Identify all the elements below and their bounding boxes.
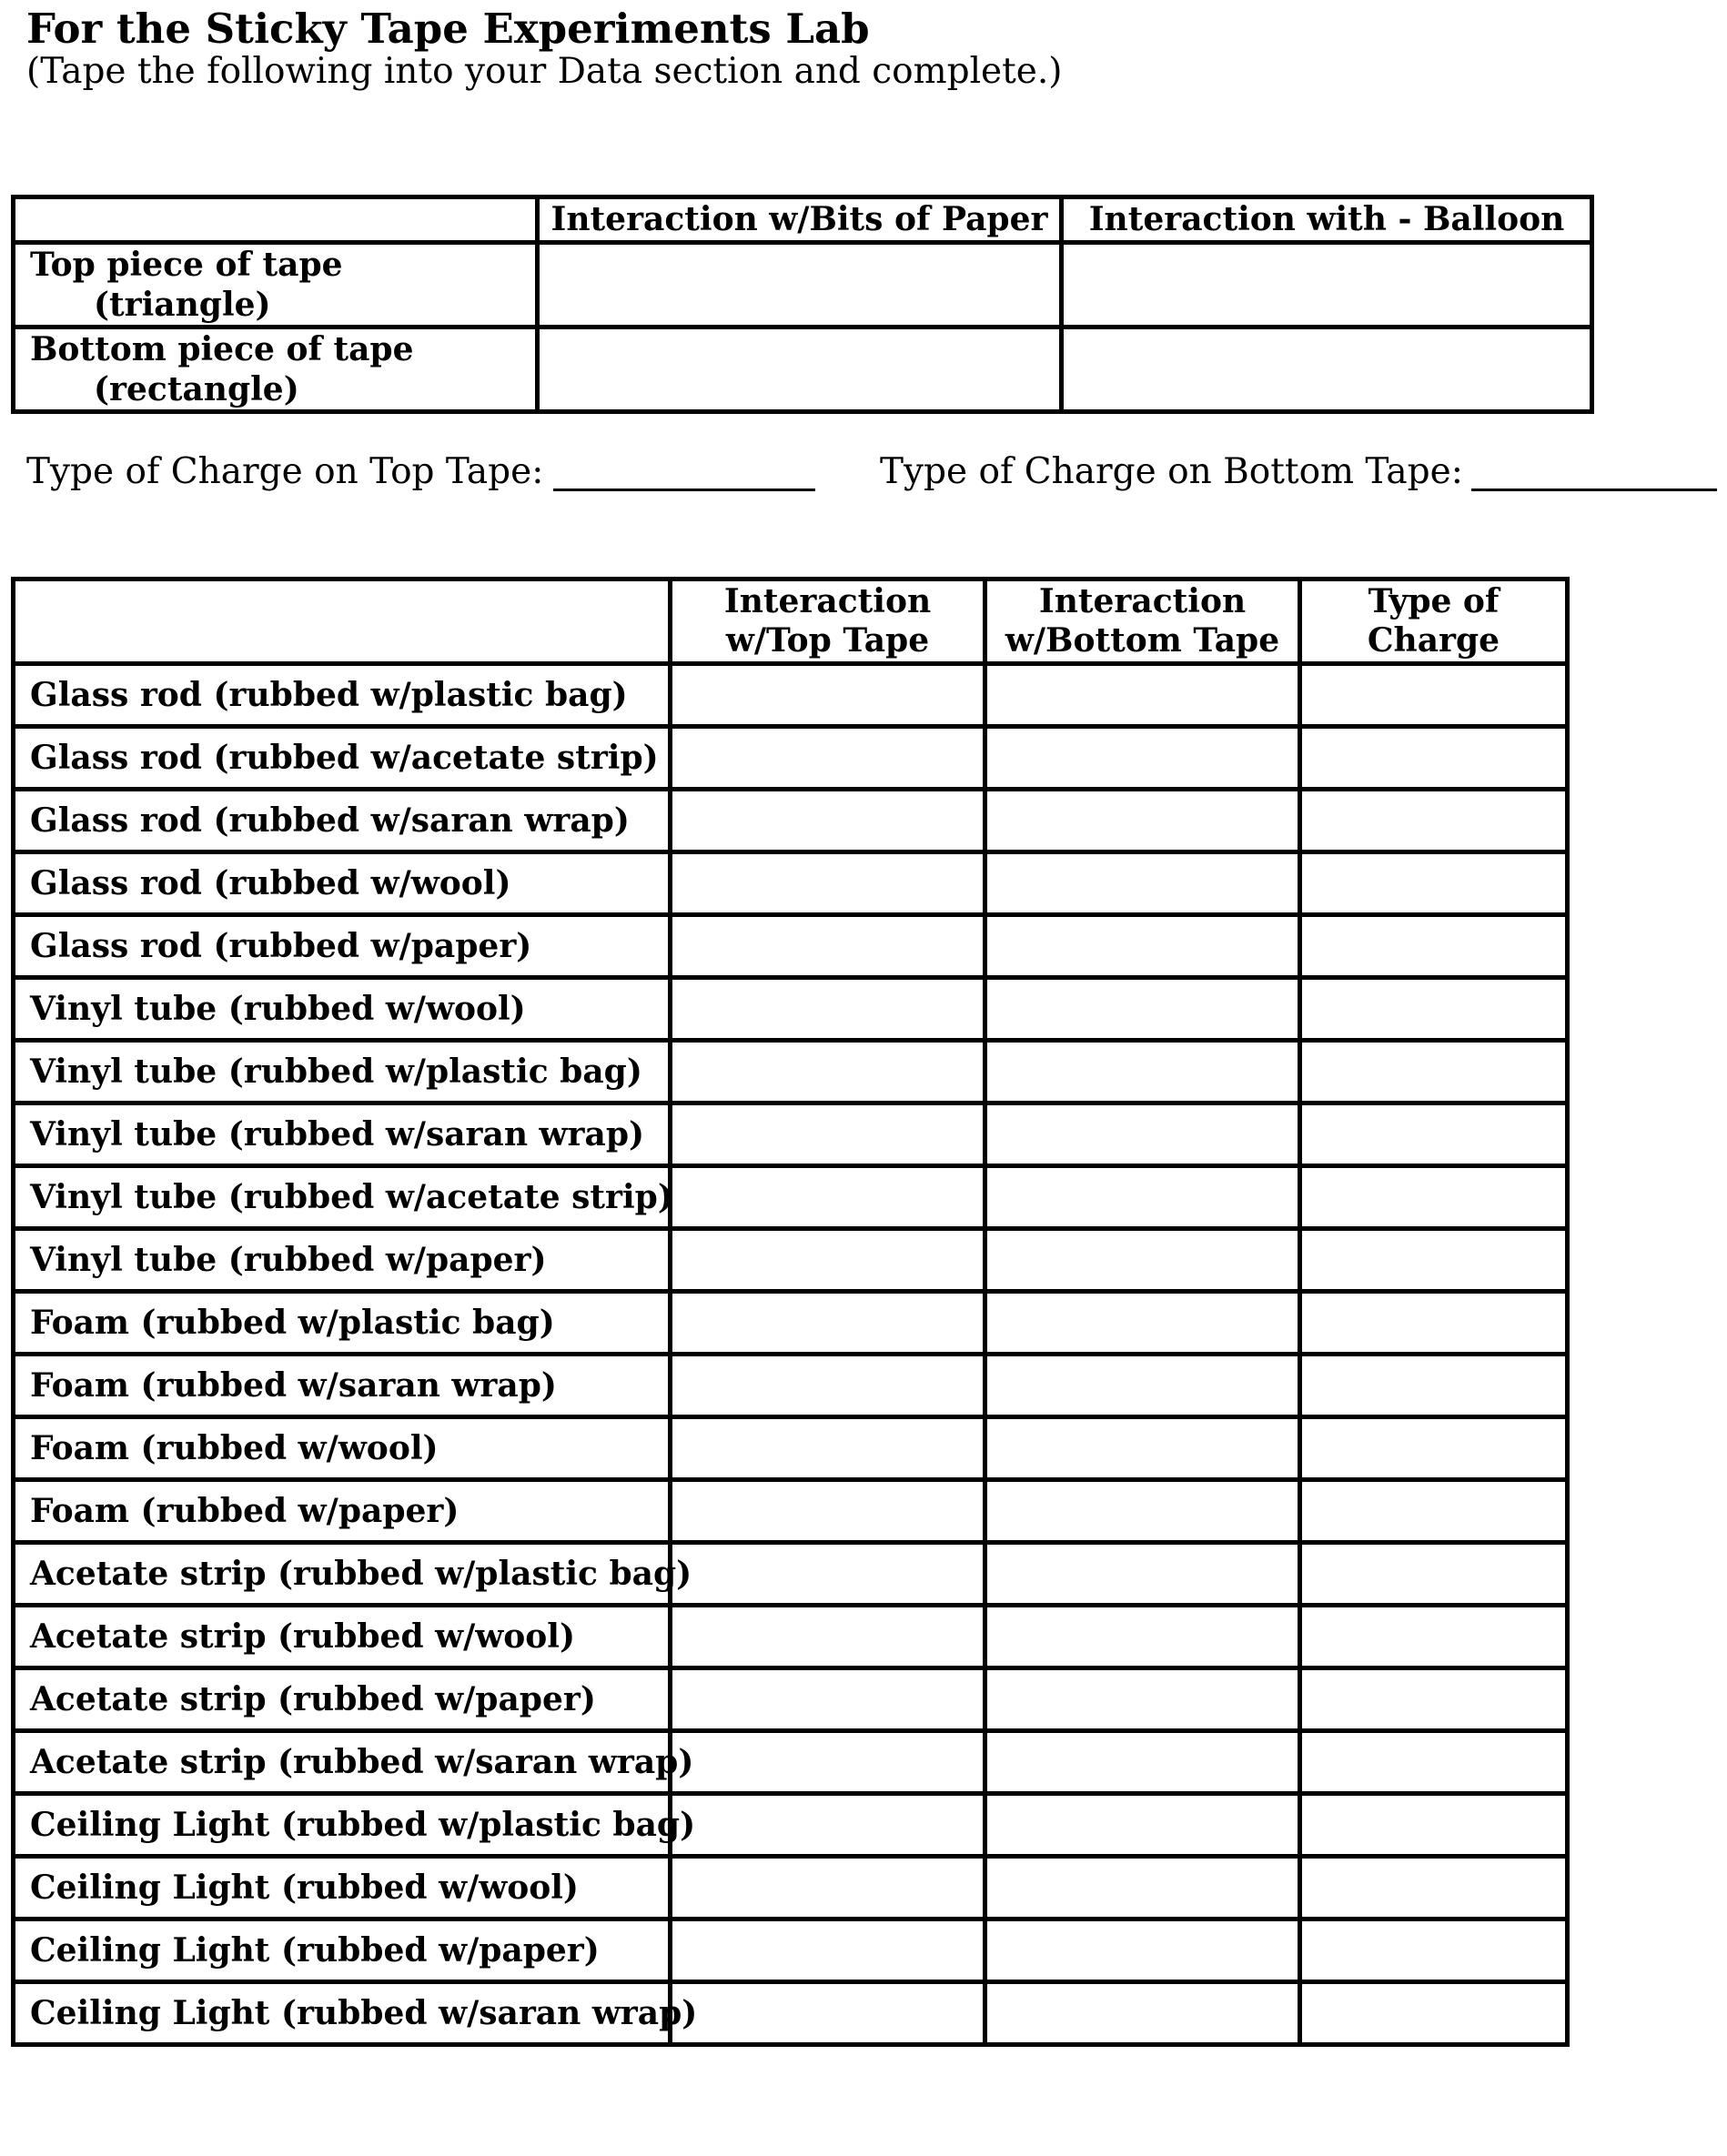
bottom-tape-cell[interactable] [985,1606,1300,1668]
table-row [14,1731,1568,1794]
material-label: Acetate strip (rubbed w/wool) [14,1606,671,1668]
charge-cell[interactable] [1300,1355,1568,1417]
bottom-tape-cell[interactable] [985,852,1300,915]
charge-cell[interactable] [1300,1041,1568,1103]
charge-cell[interactable] [1300,1229,1568,1292]
header-line1: Type of [1368,582,1500,620]
bottom-tape-cell[interactable] [985,1103,1300,1166]
bottom-tape-cell[interactable] [985,727,1300,790]
bottom-tape-cell[interactable] [985,1731,1300,1794]
charge-cell[interactable] [1300,1731,1568,1794]
charge-cell[interactable] [1300,852,1568,915]
material-label: Glass rod (rubbed w/acetate strip) [14,727,671,790]
table-header-row [14,579,1568,664]
material-label: Vinyl tube (rubbed w/wool) [14,978,671,1041]
table-row [14,327,1592,412]
header-line2: w/Top Tape [725,621,930,660]
top-tape-cell[interactable] [671,1731,985,1794]
bottom-tape-cell[interactable] [985,790,1300,852]
header-blank-cell [14,579,671,664]
header-line2: Charge [1367,621,1500,660]
bottom-tape-cell[interactable] [985,1543,1300,1606]
instructions-text: (Tape the following into your Data section and complete.) [26,51,1063,92]
table-row [14,852,1568,915]
header-blank-cell [14,197,538,243]
top-tape-cell[interactable] [671,1103,985,1166]
charge-cell[interactable] [1300,790,1568,852]
table-row [14,727,1568,790]
material-label: Vinyl tube (rubbed w/acetate strip) [14,1166,671,1229]
charge-cell[interactable] [1300,1480,1568,1543]
top-tape-cell[interactable] [671,790,985,852]
material-label: Acetate strip (rubbed w/plastic bag) [14,1543,671,1606]
top-tape-cell[interactable] [671,1166,985,1229]
tape-interaction-table [11,195,1594,414]
top-tape-cell[interactable] [671,1041,985,1103]
table-row [14,1606,1568,1668]
table-row [14,1229,1568,1292]
bottom-tape-cell[interactable] [985,1794,1300,1857]
charge-cell[interactable] [1300,1668,1568,1731]
charge-cell[interactable] [1300,1166,1568,1229]
table-row [14,790,1568,852]
table-row [14,1857,1568,1919]
row-label-line1: Top piece of tape [30,246,343,284]
material-label: Foam (rubbed w/saran wrap) [14,1355,671,1417]
material-label: Ceiling Light (rubbed w/wool) [14,1857,671,1919]
row-label-line1: Bottom piece of tape [30,330,414,368]
material-label: Ceiling Light (rubbed w/paper) [14,1919,671,1982]
row-label-line2: (triangle) [94,286,271,324]
material-label: Foam (rubbed w/paper) [14,1480,671,1543]
table-row [14,915,1568,978]
bottom-tape-cell[interactable] [985,1982,1300,2045]
bottom-tape-cell[interactable] [985,1417,1300,1480]
bottom-tape-cell[interactable] [985,1355,1300,1417]
charge-cell[interactable] [1300,664,1568,727]
material-label: Glass rod (rubbed w/plastic bag) [14,664,671,727]
charge-cell[interactable] [1300,915,1568,978]
header-bits-of-paper: Interaction w/Bits of Paper [538,197,1062,243]
bottom-tape-cell[interactable] [985,1229,1300,1292]
top-tape-cell[interactable] [671,915,985,978]
charge-cell[interactable] [1300,1292,1568,1355]
bottom-tape-charge-label: Type of Charge on Bottom Tape: [880,451,1463,492]
table-row [14,1166,1568,1229]
header-type-of-charge [1300,579,1568,664]
charge-cell[interactable] [1300,1417,1568,1480]
table-row [14,978,1568,1041]
table-row [14,1543,1568,1606]
row-label [14,243,538,327]
material-label: Acetate strip (rubbed w/paper) [14,1668,671,1731]
charge-cell[interactable] [1300,1606,1568,1668]
material-label: Glass rod (rubbed w/saran wrap) [14,790,671,852]
top-tape-cell[interactable] [671,1229,985,1292]
bottom-tape-cell[interactable] [985,1668,1300,1731]
answer-cell[interactable] [1062,243,1592,327]
bottom-tape-cell[interactable] [985,1041,1300,1103]
table-row [14,1480,1568,1543]
material-label: Foam (rubbed w/plastic bag) [14,1292,671,1355]
top-tape-charge-blank[interactable] [553,489,815,491]
table-header-row [14,197,1592,243]
table-row [14,664,1568,727]
top-tape-charge-label: Type of Charge on Top Tape: [26,451,544,492]
header-line2: w/Bottom Tape [1005,621,1280,660]
header-line1: Interaction [1038,582,1247,620]
material-label: Vinyl tube (rubbed w/plastic bag) [14,1041,671,1103]
top-tape-cell[interactable] [671,664,985,727]
table-row [14,1292,1568,1355]
table-row [14,1919,1568,1982]
material-label: Acetate strip (rubbed w/saran wrap) [14,1731,671,1794]
table-row [14,1982,1568,2045]
bottom-tape-cell[interactable] [985,1166,1300,1229]
header-line1: Interaction [723,582,932,620]
row-label [14,327,538,412]
top-tape-cell[interactable] [671,1794,985,1857]
charge-cell[interactable] [1300,1857,1568,1919]
material-label: Ceiling Light (rubbed w/plastic bag) [14,1794,671,1857]
table-row [14,1668,1568,1731]
top-tape-cell[interactable] [671,1919,985,1982]
top-tape-cell[interactable] [671,1982,985,2045]
table-row [14,1794,1568,1857]
charge-cell[interactable] [1300,727,1568,790]
bottom-tape-charge-blank[interactable] [1471,489,1717,491]
material-label: Ceiling Light (rubbed w/saran wrap) [14,1982,671,2045]
charge-cell[interactable] [1300,1919,1568,1982]
material-label: Vinyl tube (rubbed w/saran wrap) [14,1103,671,1166]
material-label: Glass rod (rubbed w/wool) [14,852,671,915]
header-bottom-tape [985,579,1300,664]
table-row [14,1417,1568,1480]
page-title: For the Sticky Tape Experiments Lab [26,5,870,53]
answer-cell[interactable] [538,243,1062,327]
table-row [14,243,1592,327]
table-row [14,1103,1568,1166]
top-tape-cell[interactable] [671,727,985,790]
charge-cell[interactable] [1300,978,1568,1041]
bottom-tape-cell[interactable] [985,1480,1300,1543]
material-label: Foam (rubbed w/wool) [14,1417,671,1480]
top-tape-cell[interactable] [671,1606,985,1668]
top-tape-cell[interactable] [671,852,985,915]
bottom-tape-cell[interactable] [985,978,1300,1041]
table-row [14,1041,1568,1103]
row-label-line2: (rectangle) [94,370,299,408]
charge-cell[interactable] [1300,1982,1568,2045]
bottom-tape-cell[interactable] [985,915,1300,978]
header-balloon: Interaction with - Balloon [1062,197,1592,243]
answer-cell[interactable] [1062,327,1592,412]
top-tape-cell[interactable] [671,1355,985,1417]
material-label: Glass rod (rubbed w/paper) [14,915,671,978]
top-tape-cell[interactable] [671,1668,985,1731]
table-row [14,1355,1568,1417]
top-tape-cell[interactable] [671,1857,985,1919]
charge-cell[interactable] [1300,1103,1568,1166]
top-tape-cell[interactable] [671,1417,985,1480]
header-top-tape [671,579,985,664]
rubbed-materials-table [11,577,1570,2047]
top-tape-cell[interactable] [671,1292,985,1355]
bottom-tape-cell[interactable] [985,1857,1300,1919]
material-label: Vinyl tube (rubbed w/paper) [14,1229,671,1292]
bottom-tape-cell[interactable] [985,664,1300,727]
bottom-tape-cell[interactable] [985,1292,1300,1355]
charge-cell[interactable] [1300,1543,1568,1606]
top-tape-cell[interactable] [671,1543,985,1606]
answer-cell[interactable] [538,327,1062,412]
top-tape-cell[interactable] [671,978,985,1041]
top-tape-cell[interactable] [671,1480,985,1543]
bottom-tape-cell[interactable] [985,1919,1300,1982]
charge-cell[interactable] [1300,1794,1568,1857]
